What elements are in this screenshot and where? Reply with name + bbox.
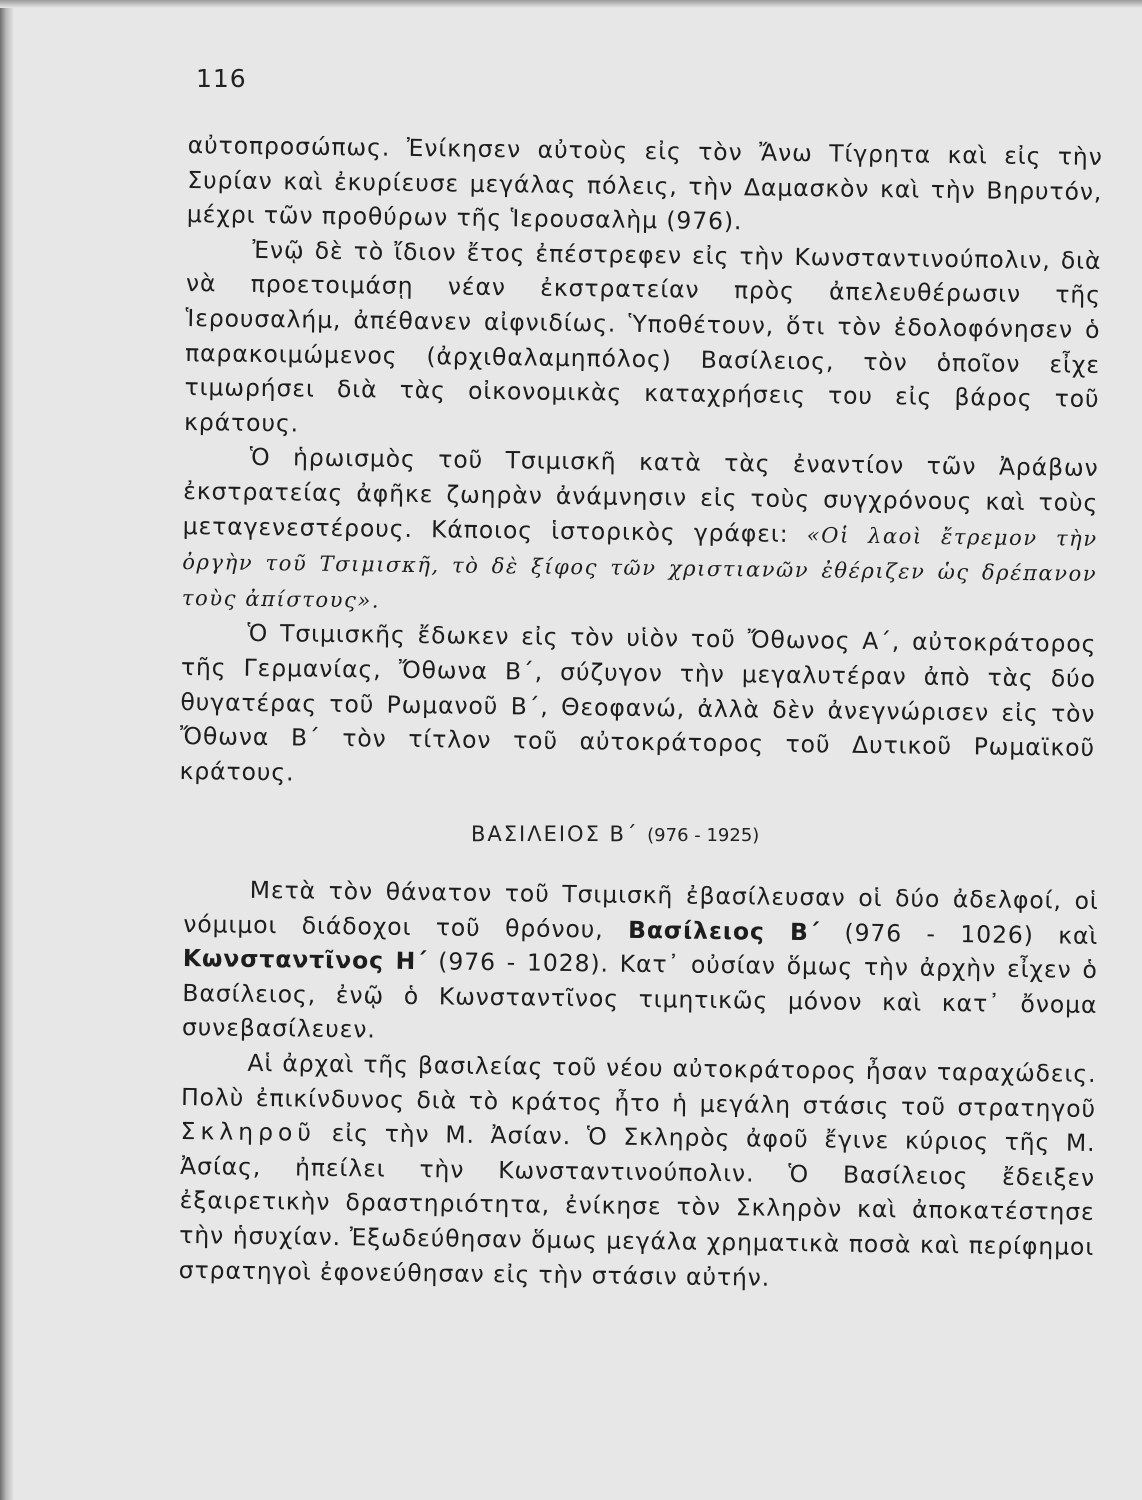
- page-top-shadow: [0, 0, 1142, 8]
- paragraph-1: αὐτοπροσώπως. Ἐνίκησεν αὐτοὺς εἰς τὸν Ἄνω Τίγρητα καὶ εἰς τὴν Συρίαν καὶ ἐκυρίευσε μεγάλας πόλεις, τὴν Δαμασκὸν καὶ τὴν Βηρυτόν, μέχρι τῶν προθύρων τῆς Ἱερουσαλὴμ (976).: [186, 130, 1103, 236]
- name-basileios: Βασίλειος Β΄: [627, 915, 821, 946]
- section-heading: [471, 822, 759, 846]
- paragraph-6-part-a: Αἱ ἀρχαὶ τῆς βασιλείας τοῦ νέου αὐτοκράτορος ἦσαν ταραχώδεις. Πολὺ ἐπικίνδυνος διὰ τὸ κράτος ἦτο ἡ μεγάλη στάσις τοῦ στρατηγοῦ: [180, 1048, 1097, 1123]
- name-konstantinos: Κωνσταντῖνος Η΄: [182, 944, 428, 976]
- paragraph-5: [182, 872, 1099, 1057]
- historian-quote: «Οἱ λαοὶ ἔτρεμον τὴν ὀργὴν τοῦ Τσιμισκῆ, τὸ δὲ ξίφος τῶν χριστιανῶν ἐθέριζεν ὡς δρέπανον τοὺς ἀπίστους».: [181, 522, 1098, 613]
- paragraph-2: Ἐνῷ δὲ τὸ ἴδιον ἔτος ἐπέστρεφεν εἰς τὴν Κωνσταντινούπολιν, διὰ νὰ προετοιμάσῃ νέαν ἐκστρατείαν πρὸς ἀπελευθέρωσιν τῆς Ἱερουσαλήμ, ἀπέθανεν αἰφνιδίως. Ὑποθέτουν, ὅτι τὸν ἐδολοφόνησεν ὁ παρακοιμώμενος (ἀρχιθαλαμηπόλος) Βασίλειος, τὸν ὁποῖον εἶχε τιμωρήσει διὰ τὰς οἰκονομικὰς καταχρήσεις του εἰς βάρος τοῦ κράτους.: [183, 235, 1102, 438]
- page-number: 116: [196, 64, 247, 93]
- section-heading-title: ΒΑΣΙΛΕΙΟΣ Β΄: [471, 822, 639, 846]
- paragraph-6-part-b: εἰς τὴν Μ. Ἀσίαν. Ὁ Σκληρὸς ἀφοῦ ἔγινε κύριος τῆς Μ. Ἀσίας, ἠπείλει τὴν Κωνσταντινούπολιν. Ὁ Βασίλειος ἔδειξεν ἐξαιρετικὴν δραστηριότητα, ἐνίκησε τὸν Σκληρὸν καὶ ἀποκατέστησε τὴν ἡσυχίαν. Ἐξωδεύθησαν ὅμως μεγάλα χρηματικὰ ποσὰ καὶ περίφημοι στρατηγοὶ ἐφονεύθησαν εἰς τὴν στάσιν αὐτήν.: [178, 1119, 1096, 1292]
- section-one-text: [179, 128, 1103, 800]
- paragraph-4: Ὁ Τσιμισκῆς ἔδωκεν εἰς τὸν υἱὸν τοῦ Ὄθωνος Α΄, αὐτοκράτορος τῆς Γερμανίας, Ὄθωνα Β΄, σύζυγον τὴν μεγαλυτέραν ἀπὸ τὰς δύο θυγατέρας τοῦ Ρωμανοῦ Β΄, Θεοφανώ, ἀλλὰ δὲν ἀνεγνώρισεν εἰς τὸν Ὄθωνα Β΄ τὸν τίτλον τοῦ αὐτοκράτορος τοῦ Δυτικοῦ Ρωμαϊκοῦ κράτους.: [179, 619, 1097, 787]
- paragraph-3: [182, 439, 1099, 627]
- paragraph-5-part-b: (976 - 1026) καὶ: [844, 918, 1099, 950]
- paragraph-3-text: Ὁ ἡρωισμὸς τοῦ Τσιμισκῆ κατὰ τὰς ἐναντίον τῶν Ἀράβων ἐκστρατείας ἀφῆκε ζωηρὰν ἀνάμνησιν εἰς τοὺς συγχρόνους καὶ τοὺς μεταγενεστέρους. Κάποιος ἱστορικὸς γράφει:: [182, 443, 1099, 548]
- page-binding-shadow: [0, 0, 14, 1500]
- paragraph-5-part-c: (976 - 1028). Κατ᾽ οὐσίαν ὅμως τὴν ἀρχὴν εἶχεν ὁ Βασίλειος, ἐνῷ ὁ Κωνσταντῖνος τιμητικῶς μόνον καὶ κατ᾽ ὄνομα συνεβασίλευεν.: [181, 947, 1098, 1044]
- paragraph-6: [179, 1045, 1097, 1299]
- name-skliros: Σκληροῦ: [180, 1117, 317, 1147]
- section-two-text: [179, 872, 1099, 1299]
- paragraph-5-part-a: Μετὰ τὸν θάνατον τοῦ Τσιμισκῆ ἐβασίλευσαν οἱ δύο ἀδελφοί, οἱ νόμιμοι διάδοχοι τοῦ θρόνου,: [183, 875, 1099, 944]
- section-heading-years: (976 - 1925): [647, 825, 760, 846]
